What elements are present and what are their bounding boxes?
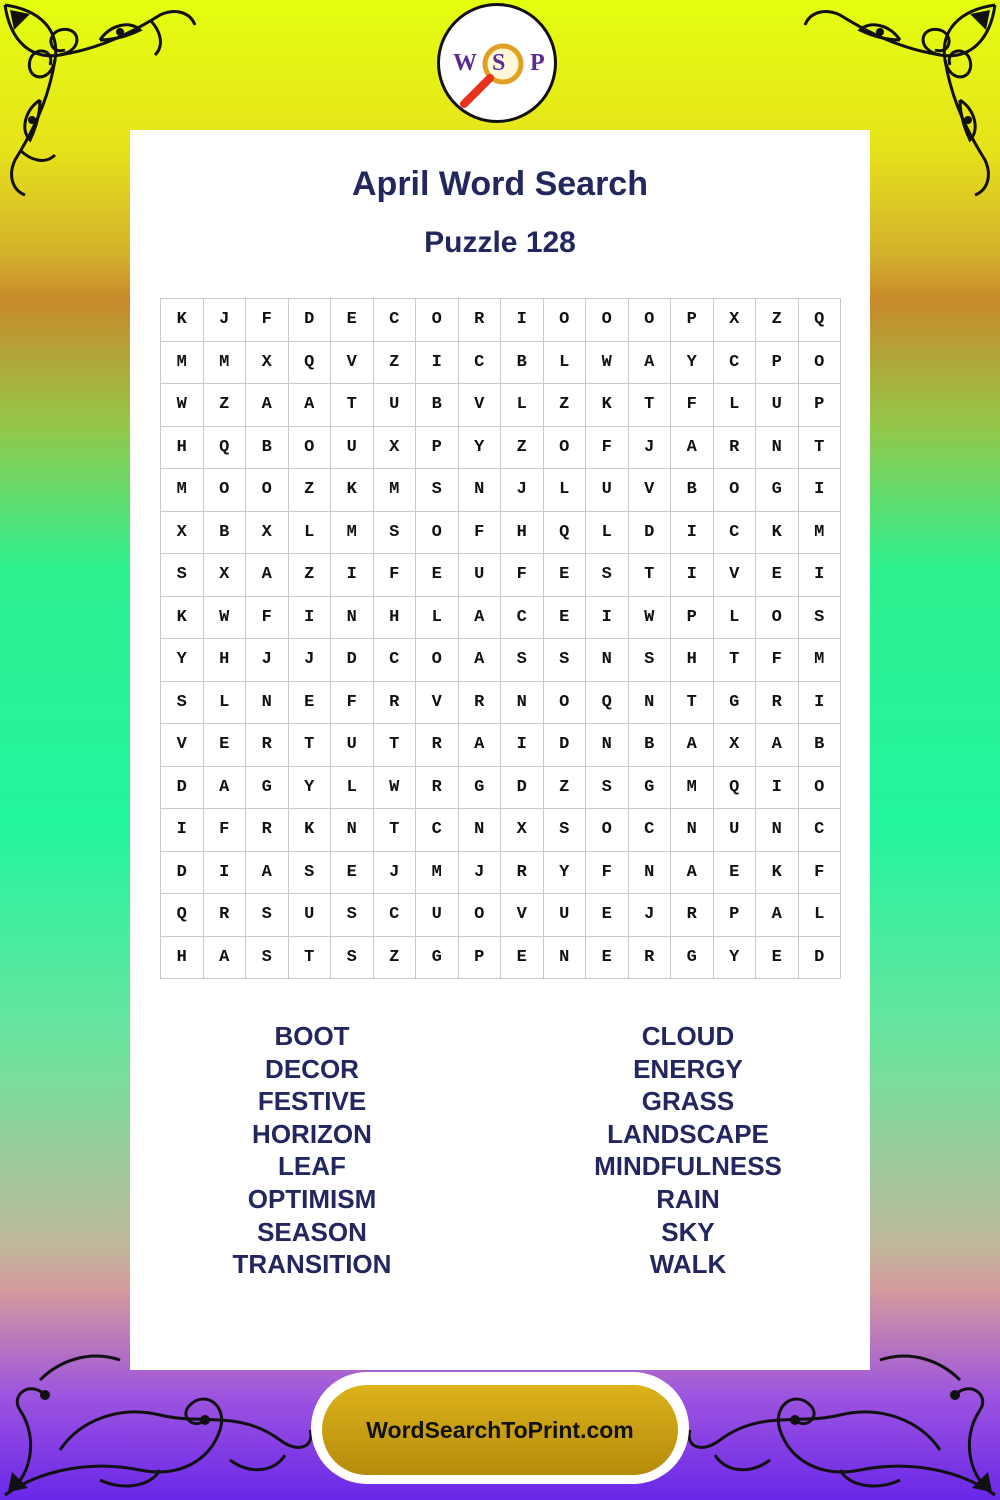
grid-cell[interactable]: I [501,299,544,342]
grid-cell[interactable]: E [714,852,757,895]
grid-cell[interactable]: E [544,597,587,640]
grid-cell[interactable]: S [246,894,289,937]
grid-cell[interactable]: B [671,469,714,512]
grid-cell[interactable]: R [756,682,799,725]
grid-cell[interactable]: J [246,639,289,682]
grid-cell[interactable]: N [459,469,502,512]
word-item: SEASON [257,1216,367,1247]
grid-cell[interactable]: D [799,937,842,980]
grid-cell[interactable]: N [544,937,587,980]
grid-cell[interactable]: K [289,809,332,852]
grid-cell[interactable]: M [799,512,842,555]
grid-cell[interactable]: R [501,852,544,895]
grid-cell[interactable]: O [544,427,587,470]
grid-cell[interactable]: A [671,852,714,895]
grid-cell[interactable]: A [204,767,247,810]
grid-cell[interactable]: V [161,724,204,767]
word-item: HORIZON [252,1118,372,1149]
grid-cell[interactable]: P [459,937,502,980]
grid-cell[interactable]: S [161,554,204,597]
grid-cell[interactable]: X [246,512,289,555]
grid-cell[interactable]: N [246,682,289,725]
grid-cell[interactable]: F [756,639,799,682]
wsp-logo [437,3,557,123]
word-item: MINDFULNESS [594,1151,782,1182]
grid-cell[interactable]: O [714,469,757,512]
grid-cell[interactable]: A [459,724,502,767]
grid-cell[interactable]: J [459,852,502,895]
grid-cell[interactable]: V [629,469,672,512]
grid-cell[interactable]: J [204,299,247,342]
grid-cell[interactable]: Q [289,342,332,385]
grid-cell[interactable]: U [459,554,502,597]
grid-cell[interactable]: J [374,852,417,895]
grid-cell[interactable]: E [331,852,374,895]
grid-cell[interactable]: V [459,384,502,427]
grid-cell[interactable]: C [501,597,544,640]
grid-cell[interactable]: B [416,384,459,427]
word-item: WALK [649,1249,727,1280]
grid-cell[interactable]: S [586,554,629,597]
grid-cell[interactable]: N [331,809,374,852]
word-item: SKY [661,1216,715,1247]
grid-cell[interactable]: X [501,809,544,852]
grid-cell[interactable]: W [374,767,417,810]
grid-cell[interactable]: E [586,894,629,937]
grid-cell[interactable]: E [416,554,459,597]
grid-cell[interactable]: K [161,299,204,342]
grid-cell[interactable]: I [161,809,204,852]
grid-cell[interactable]: L [416,597,459,640]
grid-cell[interactable]: R [459,299,502,342]
grid-cell[interactable]: G [714,682,757,725]
grid-cell[interactable]: G [629,767,672,810]
site-link-button[interactable]: WordSearchToPrint.com [322,1385,678,1475]
grid-cell[interactable]: L [714,384,757,427]
grid-cell[interactable]: C [799,809,842,852]
grid-cell[interactable]: N [331,597,374,640]
grid-cell[interactable]: P [671,597,714,640]
grid-cell[interactable]: A [289,384,332,427]
grid-cell[interactable]: D [289,299,332,342]
word-item: CLOUD [641,1021,735,1051]
grid-cell[interactable]: V [714,554,757,597]
grid-cell[interactable]: R [671,894,714,937]
grid-cell[interactable]: T [799,427,842,470]
grid-cell[interactable]: O [416,299,459,342]
grid-cell[interactable]: T [374,809,417,852]
logo-letter-w: W [453,50,477,76]
grid-cell[interactable]: R [374,682,417,725]
grid-cell[interactable]: Z [289,554,332,597]
word-item: ENERGY [633,1053,743,1084]
word-item: LANDSCAPE [607,1118,769,1149]
grid-cell[interactable]: H [204,639,247,682]
puzzle-number: Puzzle 128 [424,226,576,259]
grid-cell[interactable]: P [416,427,459,470]
word-list-left [152,1020,472,1281]
grid-cell[interactable]: O [416,639,459,682]
grid-cell[interactable]: F [586,852,629,895]
grid-cell[interactable]: S [629,639,672,682]
grid-cell[interactable]: L [289,512,332,555]
grid-cell[interactable]: H [161,427,204,470]
grid-cell[interactable]: H [161,937,204,980]
grid-cell[interactable]: X [714,299,757,342]
word-item: RAIN [656,1183,720,1214]
grid-cell[interactable]: Y [161,639,204,682]
grid-cell[interactable]: C [374,894,417,937]
grid-cell[interactable]: I [671,512,714,555]
grid-cell[interactable]: C [374,639,417,682]
grid-cell[interactable]: M [161,469,204,512]
grid-cell[interactable]: Z [374,342,417,385]
grid-cell[interactable]: V [416,682,459,725]
grid-cell[interactable]: I [204,852,247,895]
grid-cell[interactable]: O [459,894,502,937]
grid-cell[interactable]: L [714,597,757,640]
grid-cell[interactable]: W [204,597,247,640]
grid-cell[interactable]: Z [501,427,544,470]
grid-cell[interactable]: G [246,767,289,810]
grid-cell[interactable]: I [671,554,714,597]
word-item: OPTIMISM [247,1183,377,1214]
logo-letter-s: S [492,50,506,76]
grid-cell[interactable]: K [161,597,204,640]
grid-cell[interactable]: I [331,554,374,597]
grid-cell[interactable]: D [629,512,672,555]
grid-cell[interactable]: T [289,937,332,980]
grid-cell[interactable]: E [289,682,332,725]
grid-cell[interactable]: J [501,469,544,512]
grid-cell[interactable]: P [756,342,799,385]
grid-cell[interactable]: I [756,767,799,810]
grid-cell[interactable]: B [799,724,842,767]
grid-cell[interactable]: N [586,724,629,767]
grid-cell[interactable]: S [289,852,332,895]
grid-cell[interactable]: A [629,342,672,385]
grid-cell[interactable]: D [161,852,204,895]
grid-cell[interactable]: C [714,342,757,385]
grid-cell[interactable]: Z [289,469,332,512]
grid-cell[interactable]: J [629,427,672,470]
grid-cell[interactable]: U [756,384,799,427]
grid-cell[interactable]: L [799,894,842,937]
grid-cell[interactable]: I [501,724,544,767]
grid-cell[interactable]: X [374,427,417,470]
grid-cell[interactable]: E [331,299,374,342]
grid-cell[interactable]: Z [374,937,417,980]
grid-cell[interactable]: T [629,554,672,597]
word-item: TRANSITION [232,1249,392,1280]
grid-cell[interactable]: M [671,767,714,810]
grid-cell[interactable]: N [586,639,629,682]
grid-cell[interactable]: Y [671,342,714,385]
grid-cell[interactable]: C [374,299,417,342]
grid-cell[interactable]: W [161,384,204,427]
grid-cell[interactable]: B [501,342,544,385]
grid-cell[interactable]: E [586,937,629,980]
grid-cell[interactable]: D [331,639,374,682]
grid-cell[interactable]: L [586,512,629,555]
grid-cell[interactable]: D [544,724,587,767]
grid-cell[interactable]: U [586,469,629,512]
grid-cell[interactable]: K [756,512,799,555]
grid-cell[interactable]: R [459,682,502,725]
grid-cell[interactable]: Y [289,767,332,810]
logo-letter-p: P [530,50,545,76]
grid-cell[interactable]: I [289,597,332,640]
grid-cell[interactable]: I [799,554,842,597]
grid-cell[interactable]: N [629,682,672,725]
grid-cell[interactable]: F [501,554,544,597]
grid-cell[interactable]: G [459,767,502,810]
grid-cell[interactable]: S [544,639,587,682]
grid-cell[interactable]: S [331,894,374,937]
grid-cell[interactable]: Q [799,299,842,342]
grid-cell[interactable]: U [374,384,417,427]
grid-cell[interactable]: L [331,767,374,810]
grid-cell[interactable]: H [501,512,544,555]
grid-cell[interactable]: Q [544,512,587,555]
grid-cell[interactable]: T [629,384,672,427]
grid-cell[interactable]: A [246,384,289,427]
grid-cell[interactable]: O [756,597,799,640]
grid-cell[interactable]: K [586,384,629,427]
grid-cell[interactable]: C [416,809,459,852]
grid-cell[interactable]: O [799,342,842,385]
grid-cell[interactable]: W [629,597,672,640]
grid-cell[interactable]: W [586,342,629,385]
grid-cell[interactable]: I [586,597,629,640]
grid-cell[interactable]: B [204,512,247,555]
grid-cell[interactable]: I [799,682,842,725]
grid-cell[interactable]: S [374,512,417,555]
word-item: LEAF [278,1151,346,1182]
grid-cell[interactable]: L [544,469,587,512]
grid-cell[interactable]: L [544,342,587,385]
grid-cell[interactable]: X [204,554,247,597]
letter-grid [160,298,841,979]
grid-cell[interactable]: K [331,469,374,512]
grid-cell[interactable]: S [501,639,544,682]
grid-cell[interactable]: K [756,852,799,895]
grid-cell[interactable]: T [289,724,332,767]
grid-cell[interactable]: F [204,809,247,852]
grid-cell[interactable]: M [161,342,204,385]
grid-cell[interactable]: Y [544,852,587,895]
grid-cell[interactable]: I [799,469,842,512]
grid-cell[interactable]: A [204,937,247,980]
grid-cell[interactable]: B [629,724,672,767]
grid-cell[interactable]: V [501,894,544,937]
grid-cell[interactable]: M [799,639,842,682]
grid-cell[interactable]: E [544,554,587,597]
word-item: GRASS [641,1086,735,1117]
grid-cell[interactable]: T [331,384,374,427]
word-list-right [528,1020,848,1281]
grid-cell[interactable]: R [416,767,459,810]
grid-cell[interactable]: F [246,299,289,342]
grid-cell[interactable]: N [501,682,544,725]
grid-cell[interactable]: T [374,724,417,767]
grid-cell[interactable]: Z [204,384,247,427]
grid-cell[interactable]: X [161,512,204,555]
grid-cell[interactable]: S [416,469,459,512]
grid-cell[interactable]: N [756,427,799,470]
word-item: FESTIVE [257,1086,367,1117]
grid-cell[interactable]: O [544,682,587,725]
grid-cell[interactable]: F [459,512,502,555]
grid-cell[interactable]: C [629,809,672,852]
grid-cell[interactable]: O [544,299,587,342]
grid-cell[interactable]: N [629,852,672,895]
grid-cell[interactable]: E [501,937,544,980]
grid-cell[interactable]: S [246,937,289,980]
grid-cell[interactable]: L [501,384,544,427]
grid-cell[interactable]: D [161,767,204,810]
grid-cell[interactable]: R [246,724,289,767]
word-item: BOOT [274,1021,350,1051]
grid-cell[interactable]: O [204,469,247,512]
grid-cell[interactable]: N [459,809,502,852]
grid-cell[interactable]: Q [714,767,757,810]
grid-cell[interactable]: C [714,512,757,555]
grid-cell[interactable]: U [416,894,459,937]
grid-cell[interactable]: S [331,937,374,980]
grid-cell[interactable]: S [544,809,587,852]
grid-cell[interactable]: V [331,342,374,385]
grid-cell[interactable]: L [204,682,247,725]
grid-cell[interactable]: U [544,894,587,937]
grid-cell[interactable]: O [629,299,672,342]
grid-cell[interactable]: S [586,767,629,810]
grid-cell[interactable]: R [246,809,289,852]
grid-cell[interactable]: T [671,682,714,725]
grid-cell[interactable]: R [714,427,757,470]
grid-cell[interactable]: H [374,597,417,640]
grid-cell[interactable]: Y [459,427,502,470]
grid-cell[interactable]: F [374,554,417,597]
grid-cell[interactable]: A [246,852,289,895]
grid-cell[interactable]: B [246,427,289,470]
grid-cell[interactable]: C [459,342,502,385]
grid-cell[interactable]: M [374,469,417,512]
grid-cell[interactable]: A [671,724,714,767]
grid-cell[interactable]: G [671,937,714,980]
grid-cell[interactable]: A [246,554,289,597]
grid-cell[interactable]: O [289,427,332,470]
grid-cell[interactable]: E [756,937,799,980]
grid-cell[interactable]: O [246,469,289,512]
grid-cell[interactable]: U [331,427,374,470]
grid-cell[interactable]: G [416,937,459,980]
grid-cell[interactable]: G [756,469,799,512]
grid-cell[interactable]: X [246,342,289,385]
grid-cell[interactable]: E [756,554,799,597]
grid-cell[interactable]: R [416,724,459,767]
grid-cell[interactable]: Y [714,937,757,980]
grid-cell[interactable]: A [756,894,799,937]
grid-cell[interactable]: U [331,724,374,767]
grid-cell[interactable]: P [714,894,757,937]
grid-cell[interactable]: N [756,809,799,852]
page-title: April Word Search [352,165,648,203]
grid-cell[interactable]: Z [544,767,587,810]
grid-cell[interactable]: F [671,384,714,427]
grid-cell[interactable]: J [629,894,672,937]
grid-cell[interactable]: T [714,639,757,682]
grid-cell[interactable]: D [501,767,544,810]
grid-cell[interactable]: A [671,427,714,470]
grid-cell[interactable]: J [289,639,332,682]
grid-cell[interactable]: M [416,852,459,895]
grid-cell[interactable]: P [799,384,842,427]
grid-cell[interactable]: P [671,299,714,342]
grid-cell[interactable]: O [586,299,629,342]
grid-cell[interactable]: Z [544,384,587,427]
grid-cell[interactable]: R [629,937,672,980]
grid-cell[interactable]: N [671,809,714,852]
grid-cell[interactable]: F [331,682,374,725]
grid-cell[interactable]: Q [204,427,247,470]
grid-cell[interactable]: Q [586,682,629,725]
grid-cell[interactable]: M [331,512,374,555]
grid-cell[interactable]: Z [756,299,799,342]
word-item: DECOR [265,1053,359,1084]
grid-cell[interactable]: U [289,894,332,937]
grid-cell[interactable]: A [459,597,502,640]
grid-cell[interactable]: M [204,342,247,385]
grid-cell[interactable]: E [204,724,247,767]
grid-cell[interactable]: S [799,597,842,640]
grid-cell[interactable]: O [586,809,629,852]
grid-cell[interactable]: A [459,639,502,682]
grid-cell[interactable]: F [586,427,629,470]
grid-cell[interactable]: O [416,512,459,555]
grid-cell[interactable]: F [246,597,289,640]
grid-cell[interactable]: O [799,767,842,810]
grid-cell[interactable]: F [799,852,842,895]
grid-cell[interactable]: Q [161,894,204,937]
grid-cell[interactable]: U [714,809,757,852]
grid-cell[interactable]: A [756,724,799,767]
grid-cell[interactable]: I [416,342,459,385]
grid-cell[interactable]: R [204,894,247,937]
grid-cell[interactable]: H [671,639,714,682]
grid-cell[interactable]: S [161,682,204,725]
grid-cell[interactable]: X [714,724,757,767]
